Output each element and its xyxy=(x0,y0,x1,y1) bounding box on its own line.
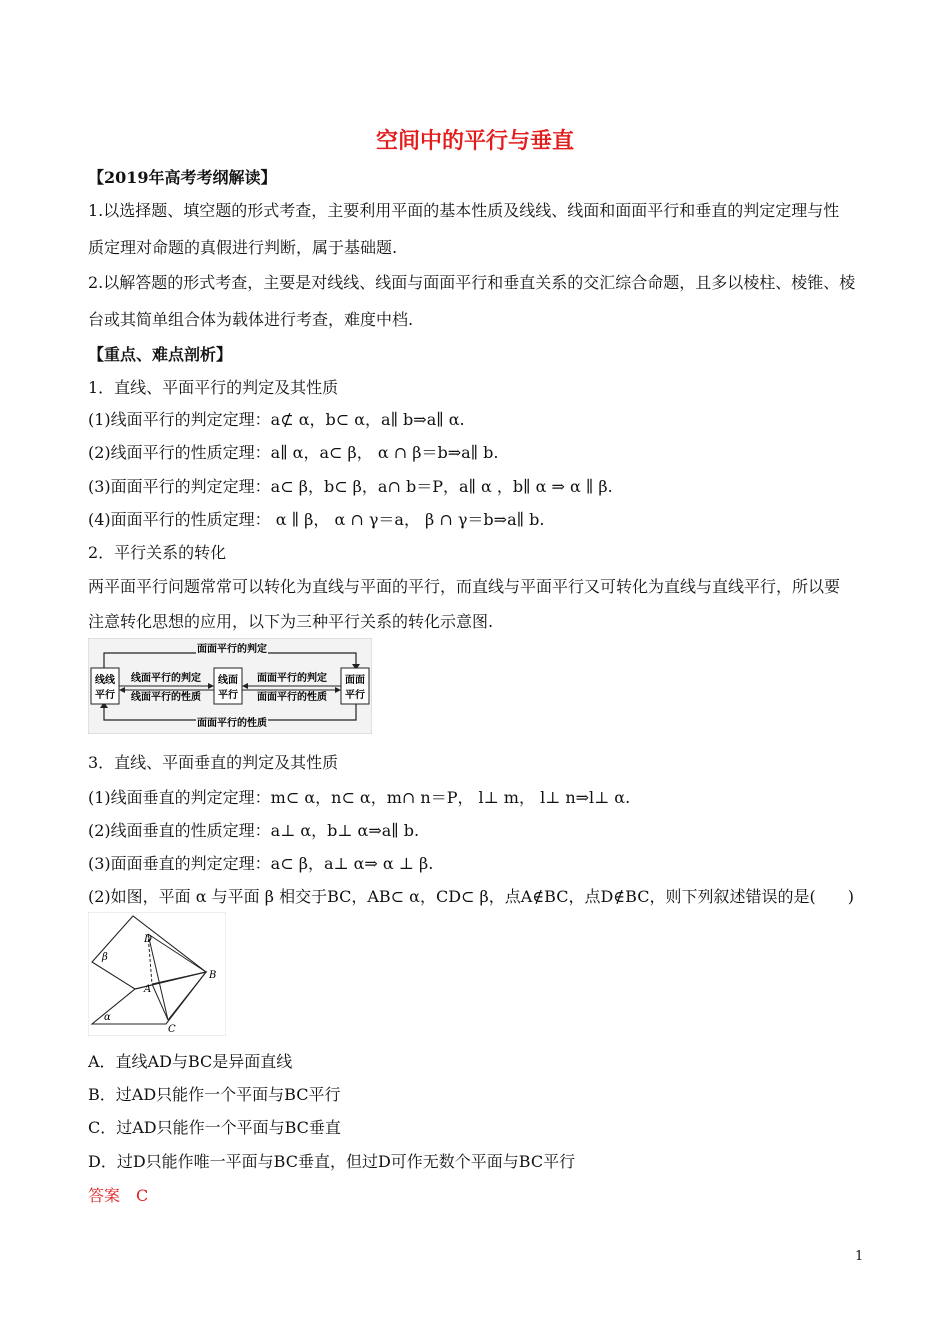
svg-text:平行: 平行 xyxy=(218,690,238,701)
paragraph-line: 2.以解答题的形式考查，主要是对线线、线面与面面平行和垂直关系的交汇综合命题，且多以棱柱、棱锥、棱 xyxy=(88,273,856,292)
parallel-transformation-diagram xyxy=(88,638,372,734)
svg-text:面面: 面面 xyxy=(345,675,365,686)
paragraph-line: 1.以选择题、填空题的形式考查，主要利用平面的基本性质及线线、线面和面面平行和垂直的判定定理与性 xyxy=(88,201,840,220)
option-a: A．直线AD与BC是异面直线 xyxy=(88,1052,293,1071)
theorem-line: (1)线面平行的判定定理：a⊄ α，b⊂ α，a∥ b⇒a∥ α. xyxy=(88,410,465,429)
arrow-label-line-plane-property: 线面平行的性质 xyxy=(131,692,201,703)
arrow-label-plane-plane-judge: 面面平行的判定 xyxy=(257,673,327,684)
paragraph-line: 注意转化思想的应用，以下为三种平行关系的转化示意图. xyxy=(88,612,494,631)
subheading: 1．直线、平面平行的判定及其性质 xyxy=(88,378,339,397)
subheading: 3．直线、平面垂直的判定及其性质 xyxy=(88,753,339,772)
svg-text:线面: 线面 xyxy=(218,675,238,686)
label-B: B xyxy=(209,970,217,981)
svg-text:平行: 平行 xyxy=(95,690,115,701)
option-b: B．过AD只能作一个平面与BC平行 xyxy=(88,1085,341,1104)
label-A: A xyxy=(144,984,152,995)
paragraph-line: 两平面平行问题常常可以转化为直线与平面的平行，而直线与平面平行又可转化为直线与直线平行，所以要 xyxy=(88,577,841,596)
diagram-bottom-label: 面面平行的性质 xyxy=(197,718,267,729)
option-c: C．过AD只能作一个平面与BC垂直 xyxy=(88,1118,341,1137)
label-D: D xyxy=(144,934,153,945)
geometry-figure xyxy=(88,912,226,1036)
theorem-line: (3)面面平行的判定定理：a⊂ β，b⊂ β，a∩ b＝P，a∥ α ，b∥ α ⇒ α ∥ β. xyxy=(88,477,613,496)
arrow-label-line-plane-judge: 线面平行的判定 xyxy=(131,673,201,684)
theorem-line: (1)线面垂直的判定定理：m⊂ α，n⊂ α，m∩ n＝P， l⊥ m， l⊥ n⇒l⊥ α. xyxy=(88,788,631,807)
section-heading-key-points: 【重点、难点剖析】 xyxy=(88,345,233,364)
label-beta: β xyxy=(102,952,108,963)
subheading: 2．平行关系的转化 xyxy=(88,543,227,562)
svg-text:平行: 平行 xyxy=(345,690,365,701)
diagram-top-label: 面面平行的判定 xyxy=(197,644,267,655)
page-number: 1 xyxy=(855,1249,864,1264)
section-heading-syllabus: 【2019年高考考纲解读】 xyxy=(88,168,277,187)
paragraph-line: 质定理对命题的真假进行判断，属于基础题. xyxy=(88,238,398,257)
theorem-line: (2)线面平行的性质定理：a∥ α，a⊂ β， α ∩ β＝b⇒a∥ b. xyxy=(88,443,499,462)
label-C: C xyxy=(168,1024,176,1035)
page-title: 空间中的平行与垂直 xyxy=(375,128,574,154)
svg-text:线线: 线线 xyxy=(95,675,115,686)
theorem-line: (4)面面平行的性质定理： α ∥ β， α ∩ γ＝a， β ∩ γ＝b⇒a∥ b. xyxy=(88,510,545,529)
question-stem: (2)如图，平面 α 与平面 β 相交于BC，AB⊂ α，CD⊂ β，点A∉BC，点D∉BC，则下列叙述错误的是( ) xyxy=(88,887,854,906)
paragraph-line: 台或其简单组合体为载体进行考查，难度中档. xyxy=(88,310,414,329)
arrow-label-plane-plane-property: 面面平行的性质 xyxy=(257,692,327,703)
answer: 答案 C xyxy=(88,1186,149,1205)
label-alpha: α xyxy=(104,1012,111,1023)
theorem-line: (2)线面垂直的性质定理：a⊥ α，b⊥ α⇒a∥ b. xyxy=(88,821,420,840)
theorem-line: (3)面面垂直的判定定理：a⊂ β，a⊥ α⇒ α ⊥ β. xyxy=(88,854,434,873)
option-d: D．过D只能作唯一平面与BC垂直，但过D可作无数个平面与BC平行 xyxy=(88,1152,576,1171)
